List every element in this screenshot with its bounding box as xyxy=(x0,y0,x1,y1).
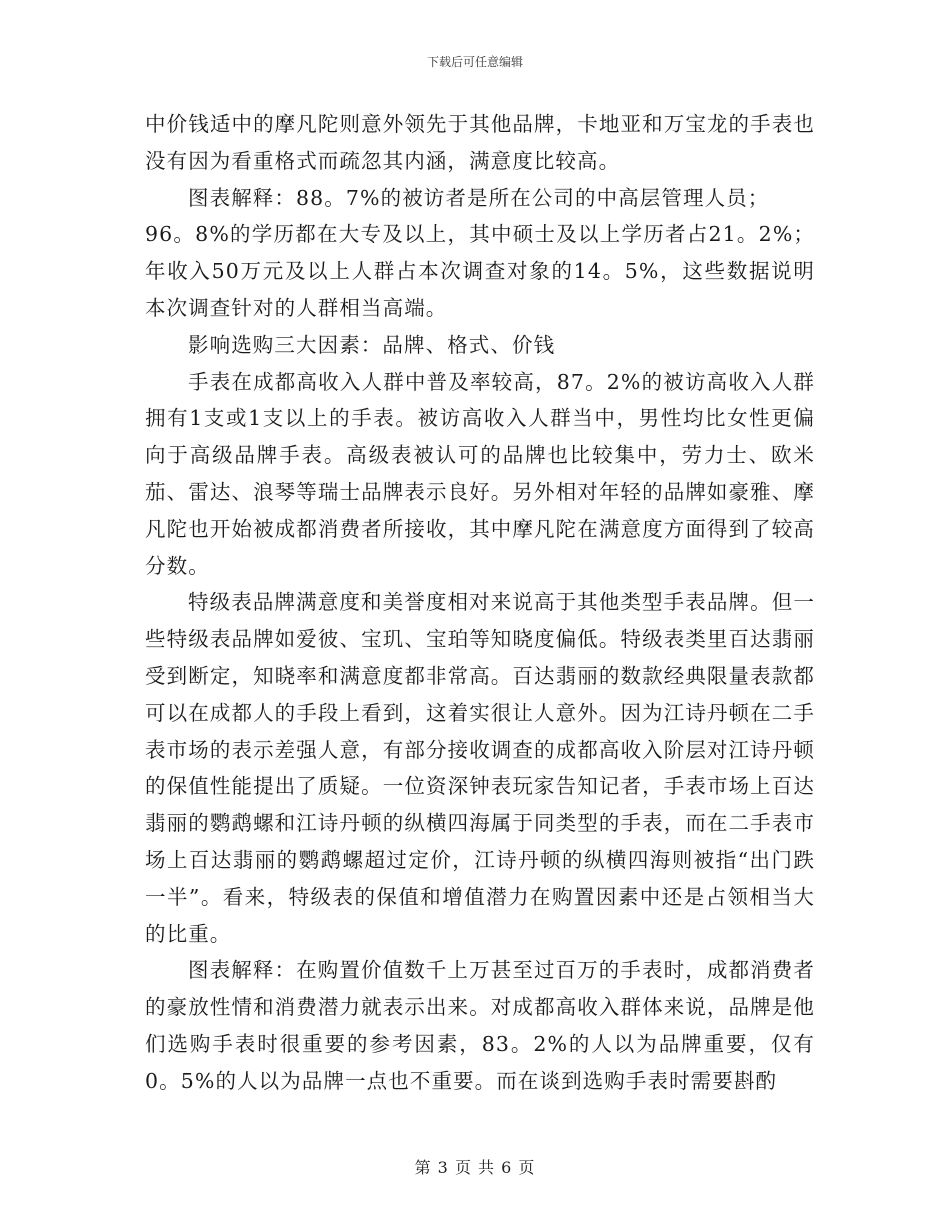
paragraph-2: 图表解释：88。7%的被访者是所在公司的中高层管理人员； xyxy=(188,185,770,210)
paragraph-5: 特级表品牌满意度和美誉度相对来说高于其他类型手表品牌。但一些特级表品牌如爱彼、宝玑、宝珀等知晓度偏低。特级表类里百达翡丽受到断定，知晓率和满意度都非常高。百达翡丽的数款经典限量表款都可以在成都人的手段上看到，这着实很让人意外。因为江诗丹顿在二手表市场的表示差强人意，有部分接收调查的成都高收入阶层对江诗丹顿的保值性能提出了质疑。一位资深钟表玩家告知记者，手表市场上百达翡丽的鹦鹉螺和江诗丹顿的纵横四海属于同类型的手表，而在二手表市场上百达翡丽的鹦鹉螺超过定价，江诗丹顿的纵横四海则被指“出门跌一半”。看来，特级表的保值和增值潜力在购置因素中还是占领相当大的比重。 xyxy=(145,590,815,946)
section-heading: 影响选购三大因素：品牌、格式、价钱 xyxy=(188,332,556,357)
paragraph-6: 图表解释：在购置价值数千上万甚至过百万的手表时，成都消费者的豪放性情和消费潜力就表示出来。对成都高收入群体来说，品牌是他们选购手表时很重要的参考因素，83。2%的人以为品牌重要，仅有0。5%的人以为品牌一点也不重要。而在谈到选购手表时需要斟酌 xyxy=(145,958,815,1093)
document-body xyxy=(145,106,815,1100)
paragraph-3: 96。8%的学历都在大专及以上，其中硕士及以上学历者占21。2%；年收入50万元及以上人群占本次调查对象的14。5%，这些数据说明本次调查针对的人群相当高端。 xyxy=(145,222,815,320)
page-header: 下载后可任意编辑 xyxy=(426,55,523,69)
page-number: 第 3 页 共 6 页 xyxy=(414,1158,536,1177)
paragraph-1: 中价钱适中的摩凡陀则意外领先于其他品牌，卡地亚和万宝龙的手表也没有因为看重格式而疏忽其内涵，满意度比较高。 xyxy=(145,112,815,173)
paragraph-4: 手表在成都高收入人群中普及率较高，87。2%的被访高收入人群拥有1支或1支以上的手表。被访高收入人群当中，男性均比女性更偏向于高级品牌手表。高级表被认可的品牌也比较集中，劳力士、欧米茄、雷达、浪琴等瑞士品牌表示良好。另外相对年轻的品牌如豪雅、摩凡陀也开始被成都消费者所接收，其中摩凡陀在满意度方面得到了较高分数。 xyxy=(145,369,815,578)
